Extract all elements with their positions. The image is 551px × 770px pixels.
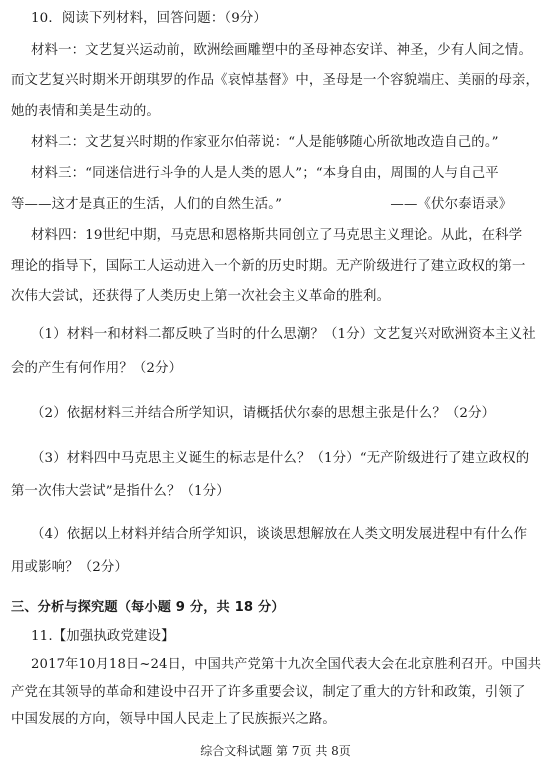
material-1-line-3: 她的表情和美是生动的。: [11, 104, 160, 119]
sub-question-1-line-1: （1）材料一和材料二都反映了当时的什么思潮？（1分）文艺复兴对欧洲资本主义社: [31, 327, 536, 342]
material-1-line-2: 而文艺复兴时期米开朗琪罗的作品《哀悼基督》中，圣母是一个容貌端庄、美丽的母亲，: [11, 73, 540, 88]
question-11-title: 11.【加强执政党建设】: [31, 629, 175, 644]
question-11-line-2: 产党在其领导的革命和建设中召开了许多重要会议，制定了重大的方针和政策，引领了: [11, 685, 526, 700]
sub-question-4-line-2: 用或影响？（2分）: [11, 560, 128, 575]
material-4-line-3: 次伟大尝试，还获得了人类历史上第一次社会主义革命的胜利。: [11, 289, 391, 304]
page-footer: 综合文科试题 第 7页 共 8页: [200, 744, 351, 758]
material-3-line-2: 等——这才是真正的生活，人们的自然生活。” ——《伏尔泰语录》: [11, 197, 513, 212]
sub-question-4-line-1: （4）依据以上材料并结合所学知识，谈谈思想解放在人类文明发展进程中有什么作: [31, 527, 528, 542]
section-3-heading: 三、分析与探究题（每小题 9 分，共 18 分）: [11, 600, 285, 615]
material-3-line-1: 材料三：“同迷信进行斗争的人是人类的恩人”；“本身自由，周围的人与自己平: [31, 166, 499, 181]
sub-question-3-line-1: （3）材料四中马克思主义诞生的标志是什么？（1分）“无产阶级进行了建立政权的: [31, 451, 530, 466]
material-4-line-2: 理论的指导下，国际工人运动进入一个新的历史时期。无产阶级进行了建立政权的第一: [11, 259, 526, 274]
material-2: 材料二：文艺复兴时期的作家亚尔伯蒂说：“人是能够随心所欲地改造自己的。”: [31, 135, 499, 150]
question-10-title: 10．阅读下列材料，回答问题：（9分）: [31, 11, 267, 26]
question-11-line-3: 中国发展的方向，领导中国人民走上了民族振兴之路。: [11, 712, 336, 727]
sub-question-2: （2）依据材料三并结合所学知识，请概括伏尔泰的思想主张是什么？（2分）: [31, 406, 496, 421]
sub-question-1-line-2: 会的产生有何作用？（2分）: [11, 361, 183, 376]
sub-question-3-line-2: 第一次伟大尝试”是指什么？（1分）: [11, 484, 230, 499]
material-4-line-1: 材料四：19世纪中期，马克思和恩格斯共同创立了马克思主义理论。从此，在科学: [31, 228, 523, 243]
question-11-line-1: 2017年10月18日~24日，中国共产党第十九次全国代表大会在北京胜利召开。中国共: [31, 657, 542, 672]
material-1-line-1: 材料一：文艺复兴运动前，欧洲绘画雕塑中的圣母神态安详、神圣，少有人间之情。: [31, 43, 533, 58]
